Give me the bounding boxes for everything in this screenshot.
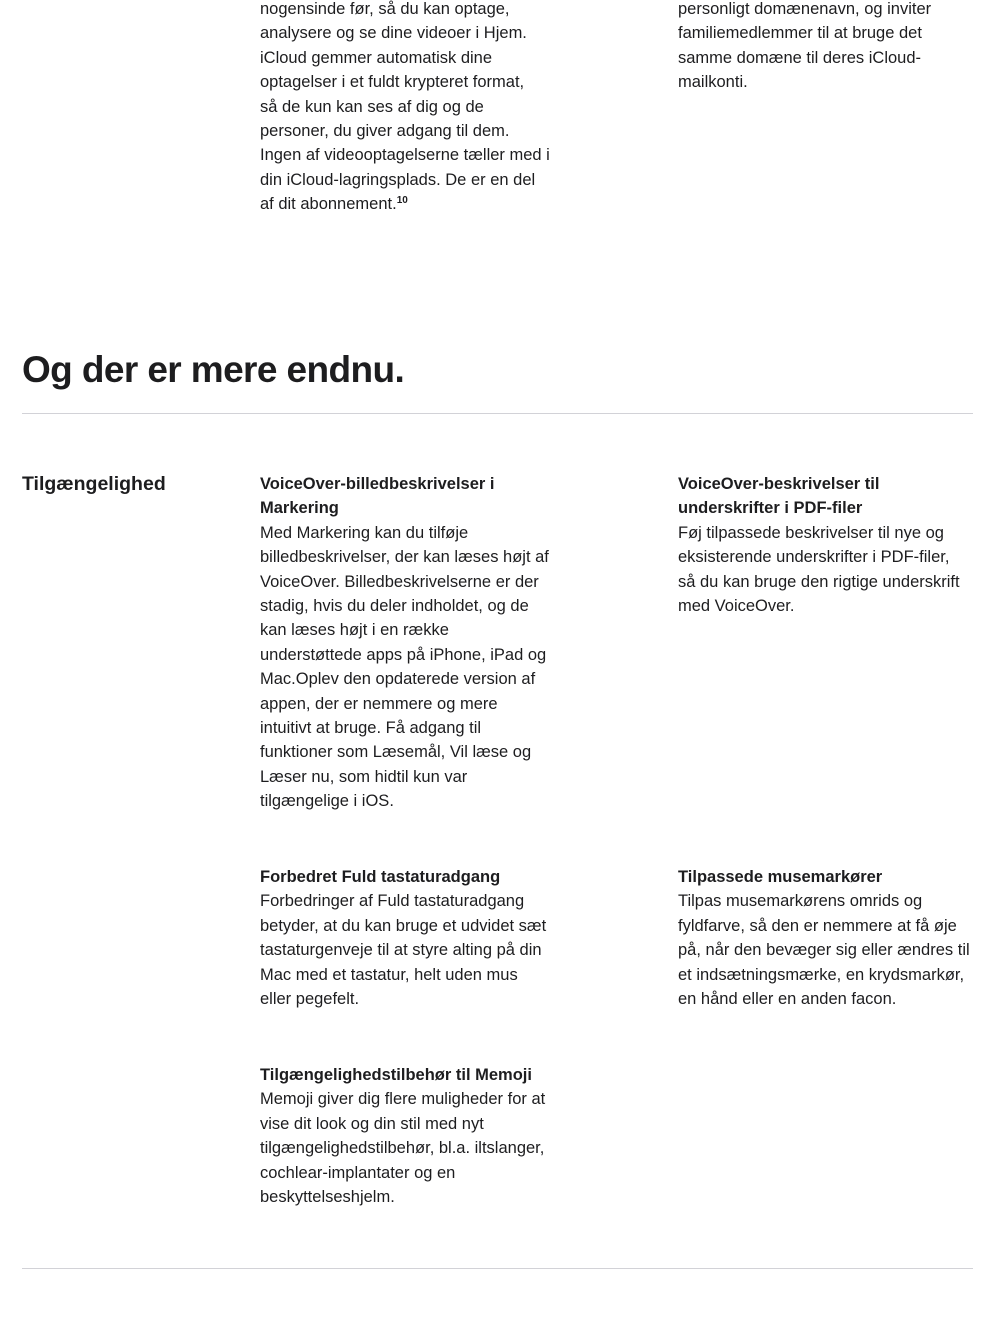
feature-description-line: betyder, at du kan bruge et udvidet sæt xyxy=(260,916,547,935)
feature-description-line: et indsætningsmærke, en krydsmarkør, xyxy=(678,965,965,984)
feature-description-line: beskyttelseshjelm. xyxy=(260,1187,395,1206)
feature-description-line: understøttede apps på iPhone, iPad og xyxy=(260,645,547,664)
continued-paragraph-left xyxy=(260,0,550,217)
feature-memoji-accessories xyxy=(260,1063,545,1209)
paragraph-line: af dit abonnement. xyxy=(260,195,397,214)
feature-description-line: VoiceOver. Billedbeskrivelserne er der xyxy=(260,572,539,591)
feature-description-line: funktioner som Læsemål, Vil læse og xyxy=(260,743,532,762)
section-divider-bottom xyxy=(22,1268,973,1269)
feature-description-line: Mac.Oplev den opdaterede version af xyxy=(260,670,536,689)
feature-description-line: billedbeskrivelser, der kan læses højt af xyxy=(260,548,549,567)
feature-title: VoiceOver-beskrivelser til xyxy=(678,475,880,493)
feature-description-line: appen, der er nemmere og mere xyxy=(260,694,498,713)
feature-description-line: kan læses højt i en række xyxy=(260,621,449,640)
paragraph-line: mailkonti. xyxy=(678,73,748,92)
section-divider-top xyxy=(22,413,973,414)
feature-description-line: Læser nu, som hidtil kun var xyxy=(260,767,468,786)
feature-description-line: cochlear-implantater og en xyxy=(260,1163,456,1182)
feature-title: underskrifter i PDF-filer xyxy=(678,499,863,518)
feature-description-line: eksisterende underskrifter i PDF-filer, xyxy=(678,548,950,567)
feature-description-line: en hånd eller en anden facon. xyxy=(678,989,897,1008)
paragraph-line: personligt domænenavn, og inviter xyxy=(678,0,932,18)
section-heading: Og der er mere endnu. xyxy=(22,349,405,390)
feature-description-line: tilgængelighedstilbehør, bl.a. iltslanger, xyxy=(260,1139,545,1158)
feature-description-line: eller pegefelt. xyxy=(260,989,360,1008)
paragraph-line: analysere og se dine videoer i Hjem. xyxy=(260,24,527,43)
feature-description-line: stadig, hvis du deler indholdet, og de xyxy=(260,596,529,615)
feature-full-keyboard-access xyxy=(260,865,546,1011)
feature-title: VoiceOver-billedbeskrivelser i xyxy=(260,475,495,493)
feature-title: Markering xyxy=(260,499,339,518)
category-label-accessibility: Tilgængelighed xyxy=(22,473,166,495)
footnote-link[interactable]: 10 xyxy=(396,195,408,207)
feature-description-line: Mac med et tastatur, helt uden mus xyxy=(260,965,518,984)
feature-title: Forbedret Fuld tastaturadgang xyxy=(260,868,501,886)
feature-description-line: intuitivt at bruge. Få adgang til xyxy=(260,718,482,737)
feature-title: Tilgængelighedstilbehør til Memoji xyxy=(260,1066,532,1084)
feature-description-line: vise dit look og din stil med nyt xyxy=(260,1114,484,1133)
paragraph-line: så de kun kan ses af dig og de xyxy=(260,97,484,116)
feature-title: Tilpassede musemarkører xyxy=(678,868,883,886)
feature-description-line: på, når den bevæger sig eller ændres til xyxy=(678,941,970,960)
continued-paragraph-right xyxy=(678,0,931,95)
feature-custom-pointers xyxy=(678,865,970,1011)
paragraph-line: optagelser i et fuldt krypteret format, xyxy=(260,73,525,92)
feature-description-line: fyldfarve, så den er nemmere at få øje xyxy=(678,916,957,935)
paragraph-line: din iCloud-lagringsplads. De er en del xyxy=(260,170,536,189)
feature-description-line: tastaturgenveje til at styre alting på din xyxy=(260,941,542,960)
feature-voiceover-pdf-signatures xyxy=(678,472,960,618)
feature-description-line: Tilpas musemarkørens omrids og xyxy=(678,892,923,911)
paragraph-line-with-footnote xyxy=(260,192,550,216)
paragraph-line: samme domæne til deres iCloud- xyxy=(678,48,922,67)
feature-description-line: så du kan bruge den rigtige underskrift xyxy=(678,572,960,591)
feature-description-line: Med Markering kan du tilføje xyxy=(260,523,469,542)
feature-description-line: med VoiceOver. xyxy=(678,596,795,615)
feature-voiceover-markup xyxy=(260,472,549,813)
paragraph-line: Ingen af videooptagelserne tæller med i xyxy=(260,146,550,165)
paragraph-line: personer, du giver adgang til dem. xyxy=(260,121,510,140)
paragraph-line: familiemedlemmer til at bruge det xyxy=(678,24,922,43)
paragraph-line: iCloud gemmer automatisk dine xyxy=(260,48,493,67)
feature-description-line: Føj tilpassede beskrivelser til nye og xyxy=(678,523,944,542)
paragraph-line: nogensinde før, så du kan optage, xyxy=(260,0,510,18)
feature-description-line: tilgængelige i iOS. xyxy=(260,792,394,811)
feature-description-line: Memoji giver dig flere muligheder for at xyxy=(260,1090,546,1109)
feature-description-line: Forbedringer af Fuld tastaturadgang xyxy=(260,892,525,911)
